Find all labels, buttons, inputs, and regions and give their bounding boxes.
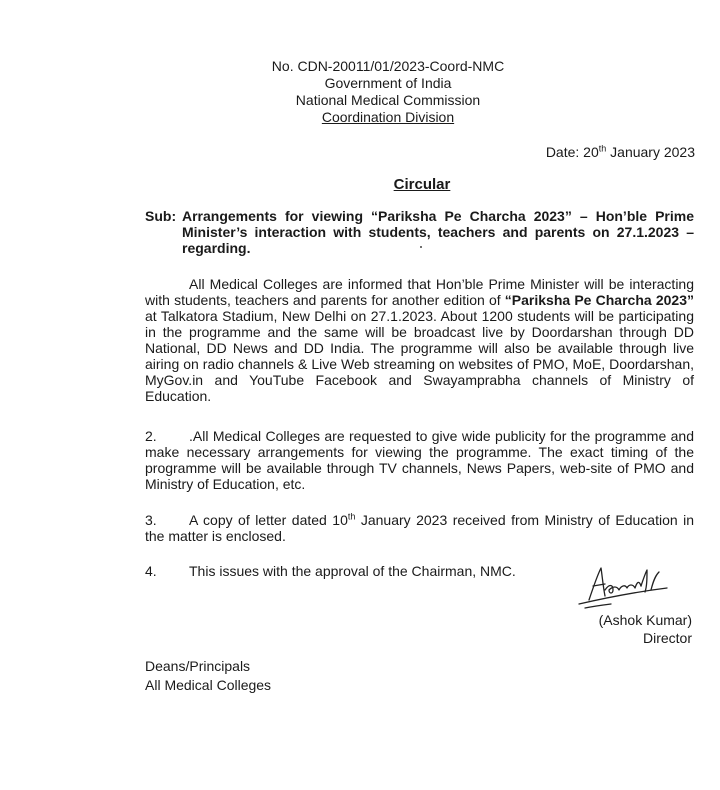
handwritten-signature — [575, 560, 670, 612]
subject-label: Sub: — [145, 208, 177, 224]
para2-number: 2. — [145, 428, 157, 444]
date-superscript: th — [598, 143, 607, 154]
date-prefix: Date: 20 — [545, 144, 599, 160]
subject-text: Arrangements for viewing “Pariksha Pe Charcha 2023” – Hon’ble Prime Minister’s interaction with students, teachers and parents on 27.1.2023 – regarding. — [182, 208, 694, 256]
reference-number: No. CDN-20011/01/2023-Coord-NMC — [271, 58, 505, 74]
para2-text: .All Medical Colleges are requested to give wide publicity for the programme and make necessary arrangements for viewing the programme. The exact timing of the programme will be available through TV channels, News Papers, web-site of PMO and Ministry of Education, etc. — [145, 428, 694, 492]
paragraph-1 — [145, 276, 694, 404]
para4-text: This issues with the approval of the Chairman, NMC. — [189, 563, 516, 579]
government-line: Government of India — [324, 75, 452, 91]
para4-number: 4. — [145, 563, 157, 579]
scan-speck — [420, 246, 422, 248]
date-suffix: January 2023 — [606, 144, 695, 160]
signer-designation: Director — [642, 630, 692, 646]
document-title: Circular — [393, 176, 451, 193]
para3-superscript: th — [347, 511, 356, 522]
para1-text-a: All Medical Colleges are informed that Hon’ble Prime Minister will be interacting with students, teachers and parents for another edition of — [145, 276, 694, 308]
division-line: Coordination Division — [321, 109, 455, 125]
circular-date — [546, 144, 695, 160]
para1-event-name: “Pariksha Pe Charcha 2023” — [504, 292, 694, 308]
addressee-line-1: Deans/Principals — [145, 658, 251, 674]
para3-text-a: A copy of letter dated 10 — [189, 512, 348, 528]
signer-name: (Ashok Kumar) — [598, 612, 692, 628]
paragraph-2 — [145, 428, 694, 492]
para3-text-b: January 2023 received from Ministry of Education in the matter is enclosed. — [145, 512, 694, 544]
para3-number: 3. — [145, 512, 157, 528]
addressee-line-2: All Medical Colleges — [145, 677, 272, 693]
commission-line: National Medical Commission — [295, 92, 481, 108]
paragraph-3 — [145, 512, 694, 544]
para1-text-b: at Talkatora Stadium, New Delhi on 27.1.2023. About 1200 students will be participating in the programme and the same will be broadcast live by Doordarshan through DD National, DD News and DD India. The programme will also be available through live airing on radio channels & Live Web streaming on websites of PMO, MoE, Doordarshan, MyGov.in and YouTube Facebook and Swayamprabha channels of Ministry of Education. — [145, 308, 694, 404]
